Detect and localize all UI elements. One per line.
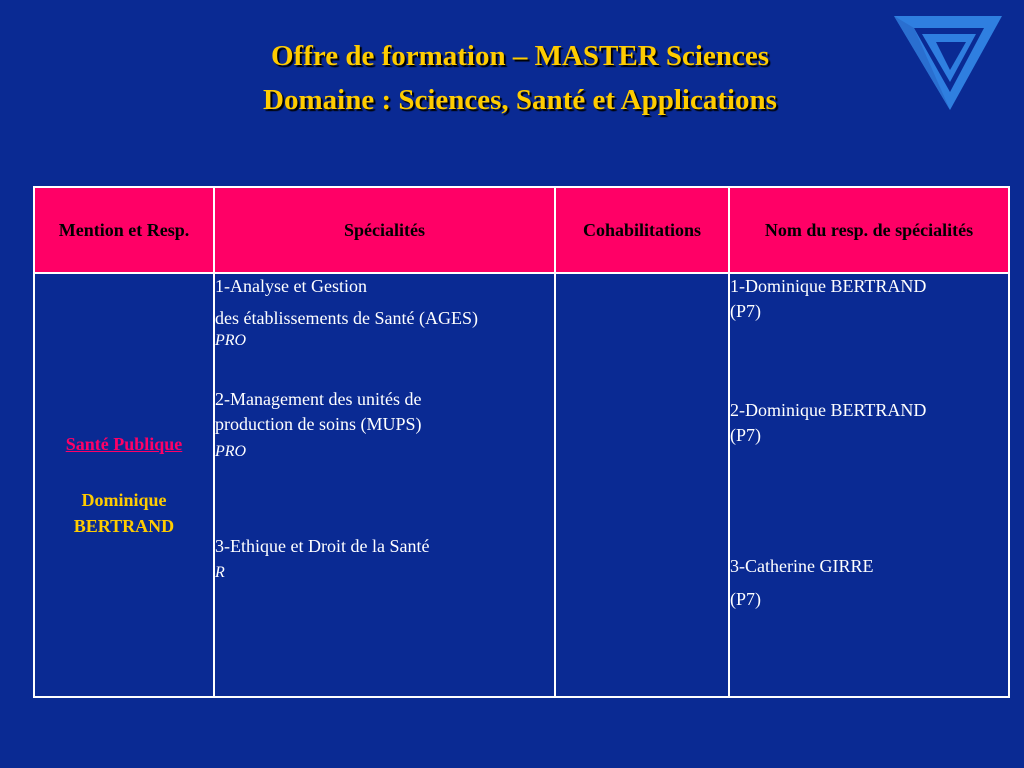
specialite-item <box>215 387 554 462</box>
mention-resp-first: Dominique <box>81 489 167 510</box>
specialite-title: 3-Ethique et Droit de la Santé <box>215 536 430 556</box>
table-header-row <box>34 187 1009 273</box>
specialite-item <box>215 534 554 583</box>
specialite-type: PRO <box>215 443 247 460</box>
responsable-code: (P7) <box>730 301 761 321</box>
specialite-title: 1-Analyse et Gestion <box>215 276 367 296</box>
formation-table <box>33 186 1010 698</box>
table-row <box>34 273 1009 697</box>
specialite-item <box>215 274 554 351</box>
responsable-name: 1-Dominique BERTRAND <box>730 276 927 296</box>
slide-title <box>0 34 1024 122</box>
responsable-item <box>730 398 1008 448</box>
cell-responsables <box>729 273 1009 697</box>
responsable-item <box>730 274 1008 324</box>
cell-specialites <box>214 273 555 697</box>
header-cohabilitations: Cohabilitations <box>555 187 729 273</box>
specialite-type: PRO <box>215 332 247 349</box>
cell-mention <box>34 273 214 697</box>
header-specialites: Spécialités <box>214 187 555 273</box>
mention-responsable <box>35 487 213 539</box>
responsable-item <box>730 554 1008 612</box>
specialite-title-cont: des établissements de Santé (AGES) <box>215 308 478 328</box>
cell-cohabilitations <box>555 273 729 697</box>
title-line-2: Domaine : Sciences, Santé et Applications <box>263 84 777 116</box>
v-triangle-logo-icon <box>892 14 1004 112</box>
header-mention: Mention et Resp. <box>34 187 214 273</box>
responsable-name: 2-Dominique BERTRAND <box>730 400 927 420</box>
mention-name: Santé Publique <box>65 433 183 454</box>
responsable-name: 3-Catherine GIRRE <box>730 556 874 576</box>
header-responsables: Nom du resp. de spécialités <box>729 187 1009 273</box>
specialite-title: 2-Management des unités de <box>215 389 422 409</box>
title-line-1: Offre de formation – MASTER Sciences <box>270 40 770 72</box>
specialite-type: R <box>215 564 225 581</box>
responsable-code: (P7) <box>730 589 761 609</box>
specialite-title-cont: production de soins (MUPS) <box>215 414 422 434</box>
responsable-code: (P7) <box>730 425 761 445</box>
mention-resp-last: BERTRAND <box>73 515 175 536</box>
